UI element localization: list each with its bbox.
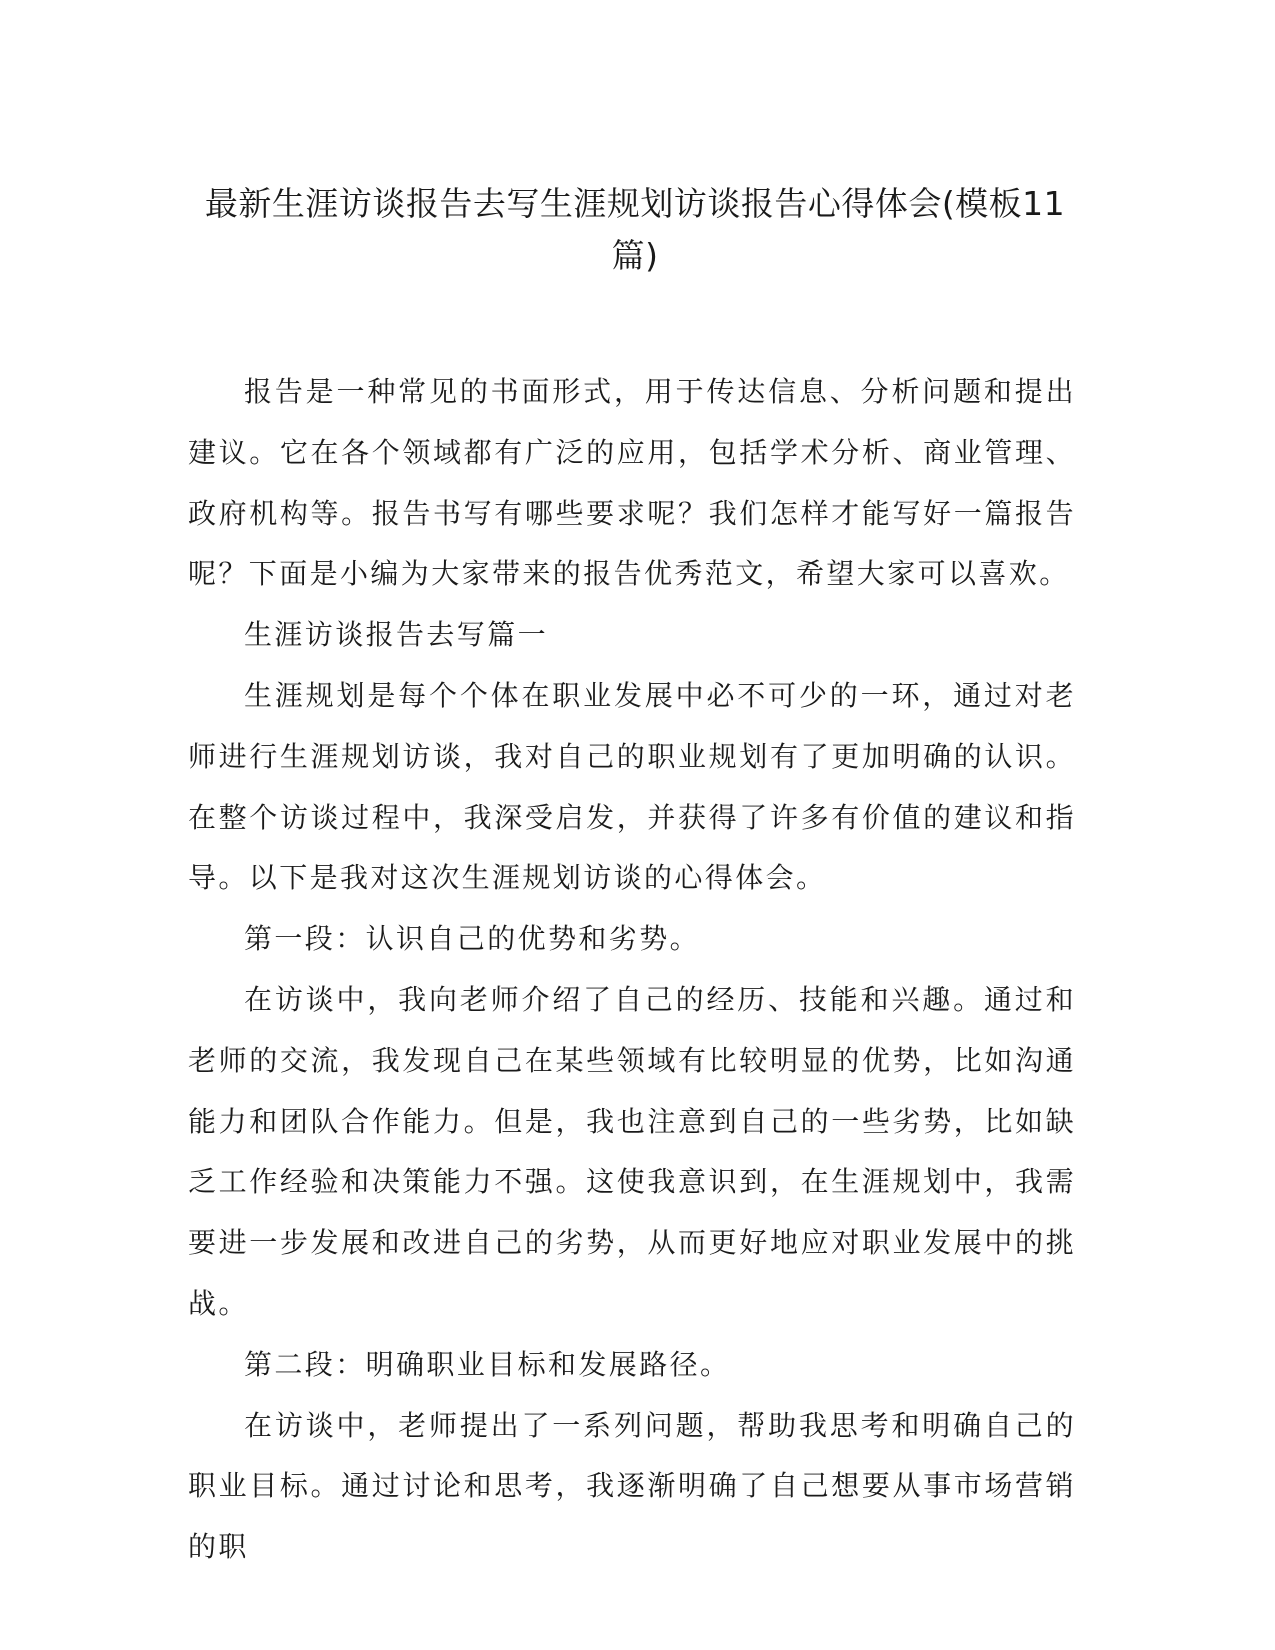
- document-title: 最新生涯访谈报告去写生涯规划访谈报告心得体会(模板11篇): [204, 184, 1066, 275]
- body-paragraph: 生涯规划是每个个体在职业发展中必不可少的一环，通过对老师进行生涯规划访谈，我对自己的职业规划有了更加明确的认识。在整个访谈过程中，我深受启发，并获得了许多有价值的建议和指导。以下是我对这次生涯规划访谈的心得体会。: [188, 678, 1076, 895]
- subsection-heading: 第一段：认识自己的优势和劣势。: [244, 922, 701, 956]
- intro-paragraph: 报告是一种常见的书面形式，用于传达信息、分析问题和提出建议。它在各个领域都有广泛的应用，包括学术分析、商业管理、政府机构等。报告书写有哪些要求呢？我们怎样才能写好一篇报告呢？下面是小编为大家带来的报告优秀范文，希望大家可以喜欢。: [188, 375, 1076, 591]
- section-heading: 生涯访谈报告去写篇一: [244, 618, 549, 652]
- subsection-heading: 第二段：明确职业目标和发展路径。: [244, 1347, 731, 1381]
- body-paragraph: 在访谈中，我向老师介绍了自己的经历、技能和兴趣。通过和老师的交流，我发现自己在某些领域有比较明显的优势，比如沟通能力和团队合作能力。但是，我也注意到自己的一些劣势，比如缺乏工作经验和决策能力不强。这使我意识到，在生涯规划中，我需要进一步发展和改进自己的劣势，从而更好地应对职业发展中的挑战。: [188, 982, 1076, 1320]
- document-body: [188, 362, 1076, 1578]
- body-paragraph: 在访谈中，老师提出了一系列问题，帮助我思考和明确自己的职业目标。通过讨论和思考，我逐渐明确了自己想要从事市场营销的职: [188, 1408, 1076, 1564]
